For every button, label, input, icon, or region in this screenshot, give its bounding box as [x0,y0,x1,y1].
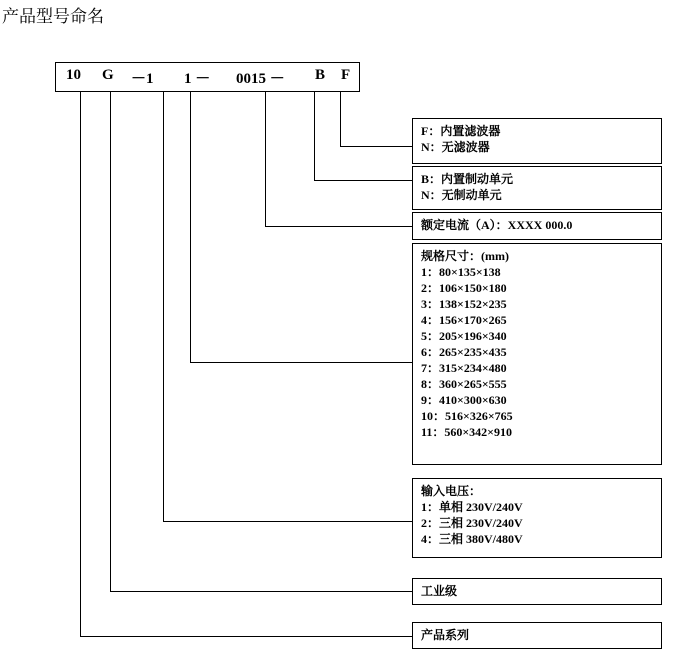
info-box-voltage [412,478,662,558]
code-segment-2: G [102,67,114,83]
info-line: 7：315×234×480 [421,361,507,375]
connector-line-filter-vertical [340,92,341,146]
connector-line-grade-horizontal [110,591,412,592]
info-line: 5：205×196×340 [421,329,507,343]
info-box-grade [412,578,662,605]
info-line: 9：410×300×630 [421,393,507,407]
code-segment-4: 1 － [184,71,211,87]
info-line: 1：单相 230V/240V [421,500,523,514]
info-line: 规格尺寸：(mm) [421,249,509,263]
info-line: 产品系列 [421,628,470,642]
info-line: 输入电压： [421,484,482,498]
connector-line-brake-vertical [314,92,315,180]
info-line: 2：三相 230V/240V [421,516,523,530]
info-line: N：无制动单元 [421,188,502,202]
connector-line-voltage-horizontal [163,521,412,522]
connector-line-voltage-vertical [163,92,164,521]
connector-line-size-vertical [190,92,191,362]
model-code-box [55,62,360,92]
info-line: 4：三相 380V/480V [421,532,523,546]
info-line: B：内置制动单元 [421,172,514,186]
info-line: 工业级 [421,584,458,598]
info-line: 11：560×342×910 [421,425,513,439]
connector-line-current-horizontal [265,226,412,227]
info-box-size [412,243,662,465]
info-line: 4：156×170×265 [421,313,507,327]
info-line: F：内置滤波器 [421,124,501,138]
info-line: 1：80×135×138 [421,265,501,279]
connector-line-series-horizontal [80,636,412,637]
code-segment-7: F [341,67,351,83]
info-line: N：无滤波器 [421,140,490,154]
connector-line-series-vertical [80,92,81,636]
info-box-current [412,212,662,240]
info-line: 6：265×235×435 [421,345,507,359]
page-title: 产品型号命名 [2,7,104,26]
connector-line-grade-vertical [110,92,111,591]
info-line: 10：516×326×765 [421,409,513,423]
info-line: 3：138×152×235 [421,297,507,311]
info-box-brake [412,166,662,210]
info-box-series [412,622,662,649]
connector-line-brake-horizontal [314,180,412,181]
connector-line-size-horizontal [190,362,412,363]
info-line: 2：106×150×180 [421,281,507,295]
code-segment-5: 0015 － [236,71,285,87]
connector-line-current-vertical [265,92,266,226]
connector-line-filter-horizontal [340,146,412,147]
code-segment-1: 10 [66,67,81,83]
code-segment-3: －1 [131,71,154,87]
info-line: 8：360×265×555 [421,377,507,391]
code-segment-6: B [315,67,326,83]
info-box-filter [412,118,662,164]
info-line: 额定电流（A）：XXXX 000.0 [421,218,573,232]
